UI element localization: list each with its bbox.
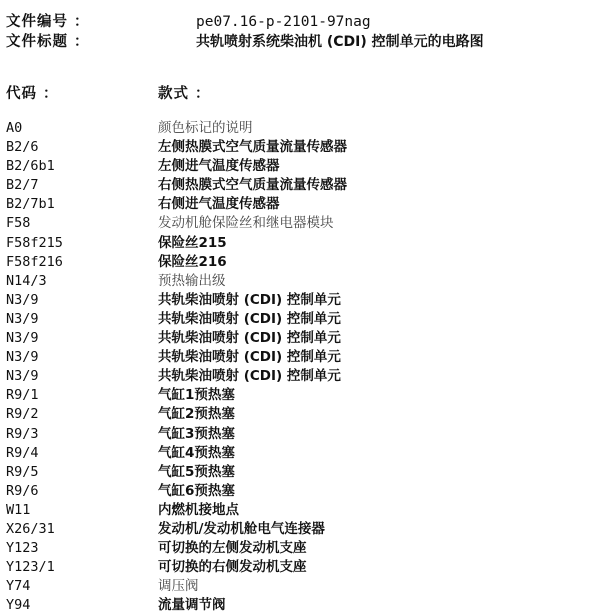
list-item xyxy=(6,367,596,386)
list-item xyxy=(6,539,596,558)
list-item xyxy=(6,176,596,195)
file-title-row xyxy=(6,32,596,52)
list-item xyxy=(6,577,596,596)
list-item xyxy=(6,138,596,157)
component-description: 颜色标记的说明 xyxy=(158,120,253,136)
component-code: Y94 xyxy=(6,597,31,614)
list-item xyxy=(6,291,596,310)
component-description: 共轨柴油喷射 (CDI) 控制单元 xyxy=(158,349,341,366)
component-description: 调压阀 xyxy=(158,578,199,595)
component-code: R9/3 xyxy=(6,425,39,442)
component-description: 气缸4预热塞 xyxy=(158,444,235,461)
file-number-row xyxy=(6,12,596,32)
column-headers xyxy=(6,84,596,104)
component-description: 发动机舱保险丝和继电器模块 xyxy=(158,215,334,232)
list-item xyxy=(6,558,596,577)
component-code: Y74 xyxy=(6,578,31,595)
component-description: 可切换的左侧发动机支座 xyxy=(158,540,307,557)
description-column-header: 款式 ： xyxy=(158,86,211,102)
component-description: 共轨柴油喷射 (CDI) 控制单元 xyxy=(158,330,341,347)
component-code: N3/9 xyxy=(6,291,39,308)
component-description: 预热输出级 xyxy=(158,272,226,289)
component-code: F58f216 xyxy=(6,253,63,270)
component-code: Y123/1 xyxy=(6,559,55,576)
component-description: 右侧进气温度传感器 xyxy=(158,196,280,213)
code-column-header: 代码 ： xyxy=(6,86,59,102)
component-description: 内燃机接地点 xyxy=(158,501,239,518)
file-title-value: 共轨喷射系统柴油机 (CDI) 控制单元的电路图 xyxy=(196,34,484,50)
component-description: 气缸3预热塞 xyxy=(158,425,235,442)
component-description: 左侧进气温度传感器 xyxy=(158,158,280,175)
component-code: N3/9 xyxy=(6,310,39,327)
list-item xyxy=(6,520,596,539)
list-item xyxy=(6,501,596,520)
component-code: A0 xyxy=(6,120,23,136)
component-description: 可切换的右侧发动机支座 xyxy=(158,559,307,576)
component-code: N3/9 xyxy=(6,368,39,385)
component-code: B2/7 xyxy=(6,177,39,194)
component-code: N3/9 xyxy=(6,349,39,366)
component-description: 保险丝216 xyxy=(158,253,227,270)
file-title-label: 文件标题 ： xyxy=(6,34,90,50)
component-description: 发动机/发动机舱电气连接器 xyxy=(158,520,325,537)
component-code: B2/7b1 xyxy=(6,196,55,213)
list-item xyxy=(6,386,596,405)
component-code: F58f215 xyxy=(6,234,63,251)
list-item xyxy=(6,157,596,176)
component-code: X26/31 xyxy=(6,520,55,537)
list-item xyxy=(6,310,596,329)
component-code: N3/9 xyxy=(6,330,39,347)
component-description: 流量调节阀 xyxy=(158,597,226,614)
component-code: R9/2 xyxy=(6,406,39,423)
list-item xyxy=(6,119,596,138)
component-code: R9/4 xyxy=(6,444,39,461)
component-code: R9/6 xyxy=(6,482,39,499)
document-header xyxy=(6,12,596,52)
list-item xyxy=(6,214,596,233)
component-code: N14/3 xyxy=(6,272,47,289)
component-description: 共轨柴油喷射 (CDI) 控制单元 xyxy=(158,291,341,308)
list-item xyxy=(6,482,596,501)
component-description: 气缸5预热塞 xyxy=(158,463,235,480)
component-code: B2/6 xyxy=(6,139,39,156)
component-description: 共轨柴油喷射 (CDI) 控制单元 xyxy=(158,368,341,385)
file-number-value: pe07.16-p-2101-97nag xyxy=(196,14,371,30)
component-list xyxy=(6,119,596,615)
component-description: 气缸2预热塞 xyxy=(158,406,235,423)
list-item xyxy=(6,234,596,253)
file-number-label: 文件编号 ： xyxy=(6,14,90,30)
list-item xyxy=(6,463,596,482)
list-item xyxy=(6,348,596,367)
component-description: 共轨柴油喷射 (CDI) 控制单元 xyxy=(158,310,341,327)
list-item xyxy=(6,444,596,463)
list-item xyxy=(6,425,596,444)
list-item xyxy=(6,195,596,214)
list-item xyxy=(6,253,596,272)
list-item xyxy=(6,329,596,348)
list-item xyxy=(6,405,596,424)
list-item xyxy=(6,272,596,291)
component-code: R9/5 xyxy=(6,463,39,480)
component-description: 保险丝215 xyxy=(158,234,227,251)
component-description: 左侧热膜式空气质量流量传感器 xyxy=(158,139,347,156)
component-code: F58 xyxy=(6,215,31,232)
component-description: 气缸6预热塞 xyxy=(158,482,235,499)
component-code: R9/1 xyxy=(6,387,39,404)
component-code: B2/6b1 xyxy=(6,158,55,175)
component-code: W11 xyxy=(6,501,31,518)
component-code: Y123 xyxy=(6,540,39,557)
component-description: 气缸1预热塞 xyxy=(158,387,235,404)
component-description: 右侧热膜式空气质量流量传感器 xyxy=(158,177,347,194)
